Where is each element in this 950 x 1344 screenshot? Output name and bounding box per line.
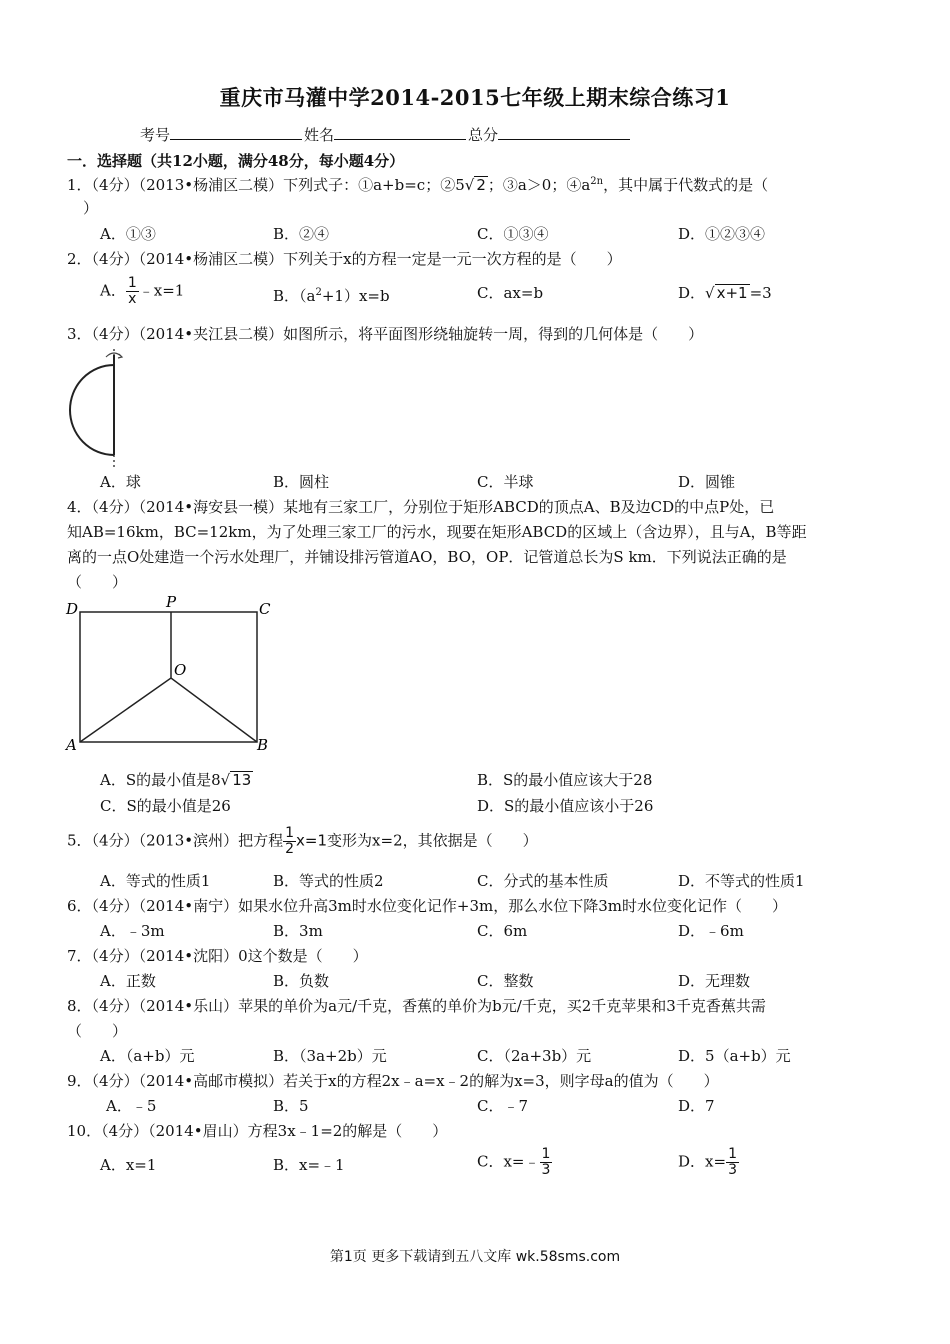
label-o: O <box>174 661 187 679</box>
question-2-stem: 2．（4分）（2014•杨浦区二模）下列关于x的方程一定是一元一次方程的是（ ） <box>67 250 622 268</box>
rotation-figure <box>66 347 136 473</box>
name-blank <box>334 125 466 140</box>
q5-option-d[interactable]: D．不等式的性质1 <box>678 872 805 890</box>
question-5-stem: 5．（4分）（2013•滨州）把方程 $\frac{1}{2}$ x=1变形为x=2，其依据是（ ） <box>67 825 538 857</box>
q1-option-c[interactable]: C．①③④ <box>477 225 549 243</box>
q7-option-b[interactable]: B．负数 <box>273 972 330 990</box>
student-info-row <box>140 124 632 145</box>
q1-option-d[interactable]: D．①②③④ <box>678 225 766 243</box>
page-footer: 第1页 更多下载请到五八文库 wk.58sms.com <box>329 1249 621 1265</box>
q2-option-d[interactable]: D．√ x+1 =3 <box>678 284 772 302</box>
section-heading: 一．选择题（共12小题，满分48分，每小题4分） <box>67 152 405 170</box>
exam-no-blank <box>170 125 302 140</box>
q2-option-c[interactable]: C．ax=b <box>477 284 544 302</box>
q2-option-b[interactable]: B．$(a^2+1)x=b$ <box>273 287 390 305</box>
question-10-stem: 10．（4分）（2014•眉山）方程3x﹣1=2的解是（ ） <box>67 1122 448 1140</box>
question-7-stem: 7．（4分）（2014•沈阳）0这个数是（ ） <box>67 947 368 965</box>
q6-option-c[interactable]: C．6m <box>477 922 528 940</box>
q8-option-a[interactable]: A．（a+b）元 <box>100 1047 195 1065</box>
q10-option-d[interactable]: D．x= $\frac{1}{3}$ <box>678 1146 737 1178</box>
q7-option-c[interactable]: C．整数 <box>477 972 534 990</box>
page-title: 重庆市马灌中学2014-2015七年级上期末综合练习1 <box>219 85 731 110</box>
q4-option-a[interactable]: A．S的最小值是8√ 13 <box>100 771 252 789</box>
q10-option-a[interactable]: A．x=1 <box>100 1156 157 1174</box>
question-8-stem-line2: （ ） <box>67 1022 128 1040</box>
q8-option-d[interactable]: D．5（a+b）元 <box>678 1047 791 1065</box>
q8-option-c[interactable]: C．（2a+3b）元 <box>477 1047 592 1065</box>
q4-option-c[interactable]: C．S的最小值是26 <box>100 797 231 815</box>
q4-option-b[interactable]: B．S的最小值应该大于28 <box>477 771 653 789</box>
q6-option-a[interactable]: A．﹣3m <box>100 922 165 940</box>
q1-option-a[interactable]: A．①③ <box>100 225 156 243</box>
q3-option-c[interactable]: C．半球 <box>477 473 534 491</box>
q3-option-a[interactable]: A．球 <box>100 473 141 491</box>
q3-option-b[interactable]: B．圆柱 <box>273 473 330 491</box>
question-9-stem: 9．（4分）（2014•高邮市模拟）若关于x的方程2x﹣a=x﹣2的解为x=3，则字母a的值为（ ） <box>67 1072 719 1090</box>
q6-option-d[interactable]: D．﹣6m <box>678 922 744 940</box>
q7-option-d[interactable]: D．无理数 <box>678 972 751 990</box>
q1-option-b[interactable]: B．②④ <box>273 225 330 243</box>
q5-option-b[interactable]: B．等式的性质2 <box>273 872 384 890</box>
q7-option-a[interactable]: A．正数 <box>100 972 156 990</box>
q5-option-c[interactable]: C．分式的基本性质 <box>477 872 609 890</box>
q4-option-d[interactable]: D．S的最小值应该小于26 <box>477 797 654 815</box>
question-8-stem-line1: 8．（4分）（2014•乐山）苹果的单价为a元/千克，香蕉的单价为b元/千克，买2千克苹果和3千克香蕉共需 <box>67 997 766 1015</box>
rectangle-figure <box>62 592 282 757</box>
question-6-stem: 6．（4分）（2014•南宁）如果水位升高3m时水位变化记作+3m，那么水位下降3m时水位变化记作（ ） <box>67 897 787 915</box>
label-b: B <box>257 736 269 754</box>
exam-no-label: 考号 <box>140 126 171 144</box>
score-label: 总分 <box>468 126 499 144</box>
question-1-stem: 1．（4分）（2013•杨浦区二模）下列式子：①a+b=c；②5√ 2 ；③a＞0；$④a^{2n}$，其中属于代数式的是（ <box>67 176 769 194</box>
q9-option-c[interactable]: C．﹣7 <box>477 1097 529 1115</box>
question-1-stem-cont: ） <box>83 199 99 217</box>
question-4-stem-line1: 4．（4分）（2014•海安县一模）某地有三家工厂，分别位于矩形ABCD的顶点A、B及边CD的中点P处，已 <box>67 498 775 516</box>
q8-option-b[interactable]: B．（3a+2b）元 <box>273 1047 387 1065</box>
label-c: C <box>259 600 271 618</box>
label-p: P <box>166 593 177 611</box>
label-a: A <box>66 736 77 754</box>
question-4-stem-line2: 知AB=16km，BC=12km，为了处理三家工厂的污水，现要在矩形ABCD的区域上（含边界），且与A，B等距 <box>67 523 807 541</box>
question-4-stem-line4: （ ） <box>67 573 128 591</box>
name-label: 姓名 <box>304 126 335 144</box>
q6-option-b[interactable]: B．3m <box>273 922 323 940</box>
q3-option-d[interactable]: D．圆锥 <box>678 473 736 491</box>
q5-option-a[interactable]: A．等式的性质1 <box>100 872 211 890</box>
q9-option-d[interactable]: D．7 <box>678 1097 715 1115</box>
pipes <box>80 612 257 742</box>
q9-option-b[interactable]: B．5 <box>273 1097 309 1115</box>
question-3-stem: 3．（4分）（2014•夹江县二模）如图所示，将平面图形绕轴旋转一周，得到的几何体是（ ） <box>67 325 704 343</box>
q10-option-b[interactable]: B．x=﹣1 <box>273 1156 345 1174</box>
question-4-stem-line3: 离的一点O处建造一个污水处理厂，并铺设排污管道AO，BO，OP．记管道总长为S km．下列说法正确的是 <box>67 548 787 566</box>
label-d: D <box>66 600 79 618</box>
sqrt-expression: 5√ 2 <box>455 176 486 194</box>
q10-option-c[interactable]: C．x=﹣ $\frac{1}{3}$ <box>477 1146 551 1178</box>
q2-option-a[interactable]: A． $\frac{1}{x}$ ﹣x=1 <box>100 275 185 307</box>
q9-option-a[interactable]: A．﹣5 <box>106 1097 157 1115</box>
score-blank <box>498 125 630 140</box>
semicircle-arc <box>70 365 114 455</box>
